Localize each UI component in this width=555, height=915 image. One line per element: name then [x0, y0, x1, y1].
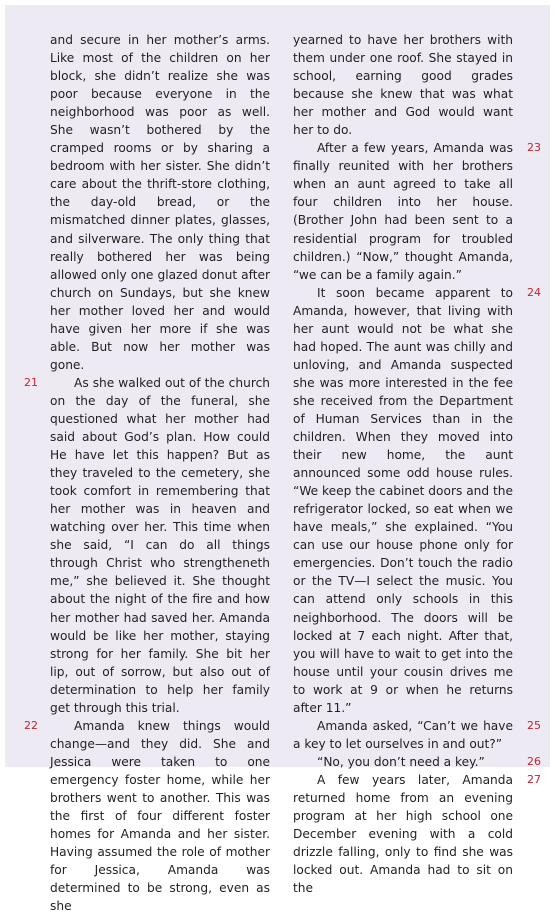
- paragraph-26: [293, 753, 541, 771]
- paragraph-text: and secure in her mother’s arms. Like most of the children on her block, she didn’t realize she was poor because everyone in the neighborhood was poor as well. She wasn’t bothered by the cramped rooms or by sharing a bedroom with her sister. She didn’t care about the thrift-store clothing, the day-old bread, or the mismatched dinner plates, glasses, and silverware. The only thing that really bothered her was being allowed only one glazed donut after church on Sundays, but she knew her mother loved her and would have given her more if she was able. But now her mother was gone.: [50, 33, 270, 372]
- paragraph-text: It soon became apparent to Amanda, however, that living with her aunt would not be what she had hoped. The aunt was chilly and unloving, and Amanda suspected she was more interested in the fee she received from the Department of Human Services than in the children. When they moved into their new home, the aunt announced some odd house rules. “We keep the cabinet doors and the refrigerator locked, so eat when we have meals,” she explained. “You can use our house phone only for emergencies. Don’t touch the radio or the TV—I select the music. You can attend only schools in this neighborhood. The doors will be locked at 7 each night. After that, you will have to wait to get into the house until your cousin drives me to work at 9 or when he returns after 11.”: [293, 285, 513, 715]
- paragraph-text: yearned to have her brothers with them under one roof. She stayed in school, earning good grades because she knew that was what her mother and God would want her to do.: [293, 33, 513, 138]
- paragraph-text: A few years later, Amanda returned home from an evening program at her high school one December evening with a cold drizzle falling, only to find she was locked out. Amanda had to sit on the: [293, 772, 513, 896]
- paragraph-text: As she walked out of the church on the day of the funeral, she questioned what her mother had said about God’s plan. How could He have let this happen? But as they traveled to the cemetery, she took comfort in remembering that her mother was in heaven and watching over her. This time when she said, “I can do all things through Christ who strengtheneth me,” she believed it. She thought about the night of the fire and how her mother had saved her. Amanda would be like her mother, staying strong for her family. She bit her lip, out of sorrow, but also out of determination to help her family get through this trial.: [50, 375, 270, 715]
- paragraph-number: 26: [527, 754, 541, 768]
- paragraph-number: 23: [527, 141, 541, 155]
- paragraph-text: “No, you don’t need a key.”: [317, 754, 485, 769]
- continued-paragraph: [293, 31, 513, 139]
- paragraph-24: [293, 284, 541, 717]
- paragraph-27: [293, 771, 541, 897]
- paragraph-25: [293, 717, 541, 753]
- left-column: [24, 31, 270, 915]
- paragraph-text: Amanda asked, “Can’t we have a key to let ourselves in and out?”: [293, 718, 513, 751]
- paragraph-number: 24: [527, 285, 541, 299]
- paragraph-text: Amanda knew things would change—and they did. She and Jessica were taken to one emergency foster home, while her brothers went to another. This was the first of four different foster homes for Amanda and her sister. Having assumed the role of mother for Jessica, Amanda was determined to be strong, even as she: [50, 718, 270, 914]
- paragraph-number: 27: [527, 772, 541, 786]
- paragraph-number: 25: [527, 718, 541, 732]
- right-column: [293, 31, 541, 897]
- paragraph-number: 21: [24, 375, 38, 389]
- book-page: [5, 5, 550, 914]
- paragraph-number: 22: [24, 718, 38, 732]
- paragraph-23: [293, 139, 541, 283]
- paragraph-21: [24, 374, 270, 717]
- paragraph-text: After a few years, Amanda was finally reunited with her brothers when an aunt agreed to take all four children into her house. (Brother John had been sent to a residential program for troubled children.) “Now,” thought Amanda, “we can be a family again.”: [293, 141, 513, 282]
- continued-paragraph: [50, 31, 270, 374]
- paragraph-22: [24, 717, 270, 915]
